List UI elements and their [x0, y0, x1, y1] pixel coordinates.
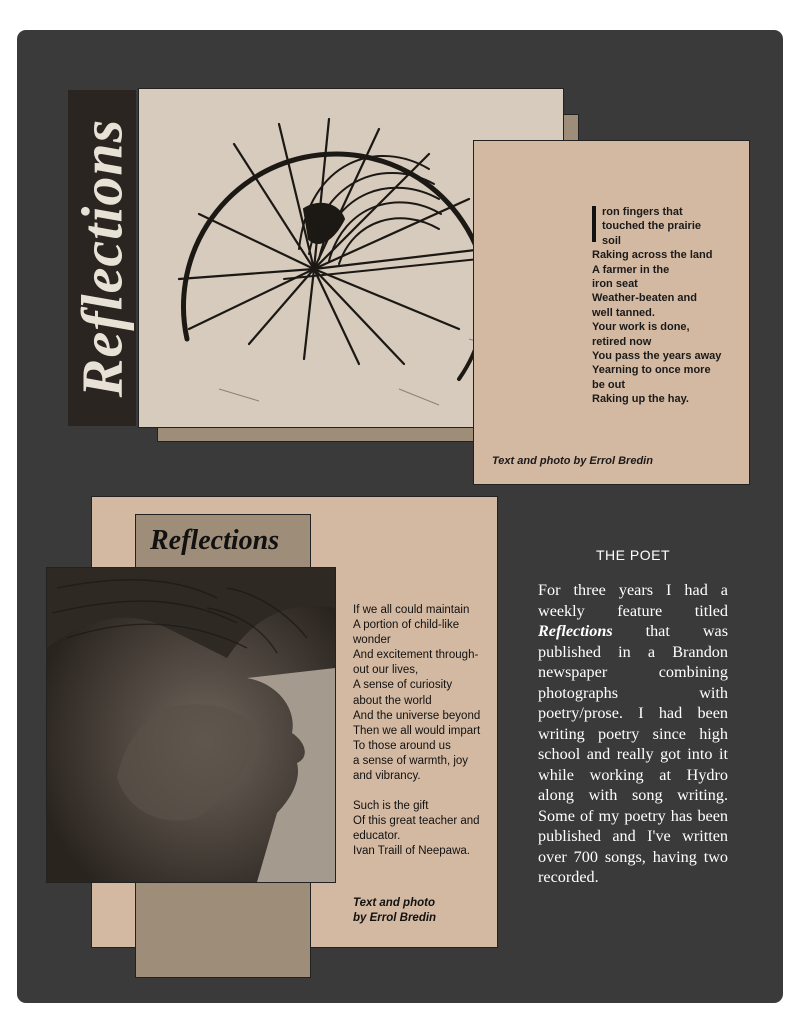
poem-line: educator. — [353, 830, 401, 843]
bottom-poem — [353, 603, 493, 860]
top-credit: Text and photo by Errol Bredin — [492, 455, 653, 467]
reflections-vertical-banner — [68, 90, 136, 426]
poem-line: touched the prairie — [602, 220, 702, 233]
poem-line: be out — [592, 378, 625, 391]
poem-line: And excitement through- — [353, 649, 479, 662]
poem-line: Raking across the land — [592, 249, 713, 262]
bottom-credit — [353, 896, 436, 926]
poem-line: out our lives, — [353, 664, 419, 677]
poem-line: Ivan Traill of Neepawa. — [353, 845, 470, 858]
poet-description — [538, 580, 728, 888]
poem-line: A sense of curiosity — [353, 679, 453, 692]
poem-line: ron fingers that — [602, 206, 683, 218]
portrait-profile-icon — [47, 568, 335, 882]
poem-line: wonder — [353, 634, 391, 647]
banner-text: Reflections — [69, 118, 135, 398]
poem-line: iron seat — [592, 278, 638, 291]
poem-line: If we all could maintain — [353, 604, 470, 616]
poem-line: soil — [602, 234, 621, 247]
poem-line: A farmer in the — [592, 263, 670, 276]
poem-line: a sense of warmth, joy — [353, 754, 469, 767]
poet-text-after: that was published in a Brandon newspaper combining photographs with poetry/prose. I had been writing poetry since high school and really got into it while working at Hydro along with song writing. Some of my poetry has been published and I've written over 700 songs, having two recorded. — [538, 622, 728, 886]
poet-text-before: For three years I had a weekly feature titled — [538, 581, 728, 620]
poem-line: about the world — [353, 694, 432, 707]
poem-line — [353, 784, 493, 799]
poem-line: and vibrancy. — [353, 770, 421, 783]
poem-line: Of this great teacher and — [353, 815, 480, 828]
top-poem — [592, 205, 742, 407]
poem-line: Raking up the hay. — [592, 393, 689, 406]
poem-line: well tanned. — [592, 306, 655, 319]
poem-line: Your work is done, — [592, 321, 690, 334]
poem-line: To those around us — [353, 739, 451, 752]
poem-line: retired now — [592, 335, 652, 348]
poem-line: And the universe beyond — [353, 709, 481, 722]
poem-line: You pass the years away — [592, 350, 722, 363]
portrait-photo — [46, 567, 336, 883]
credit-line: Text and photo — [353, 897, 435, 909]
poem-line: Weather-beaten and — [592, 292, 697, 305]
poet-heading: THE POET — [595, 547, 670, 563]
credit-line: by Errol Bredin — [353, 912, 437, 924]
poem-line: Then we all would impart — [353, 724, 481, 737]
feature-name: Reflections — [538, 622, 613, 640]
poem-line: Such is the gift — [353, 800, 429, 813]
poem-line: Yearning to once more — [592, 364, 711, 377]
poem-line: A portion of child-like — [353, 619, 460, 632]
reflections-title: Reflections — [150, 525, 280, 556]
